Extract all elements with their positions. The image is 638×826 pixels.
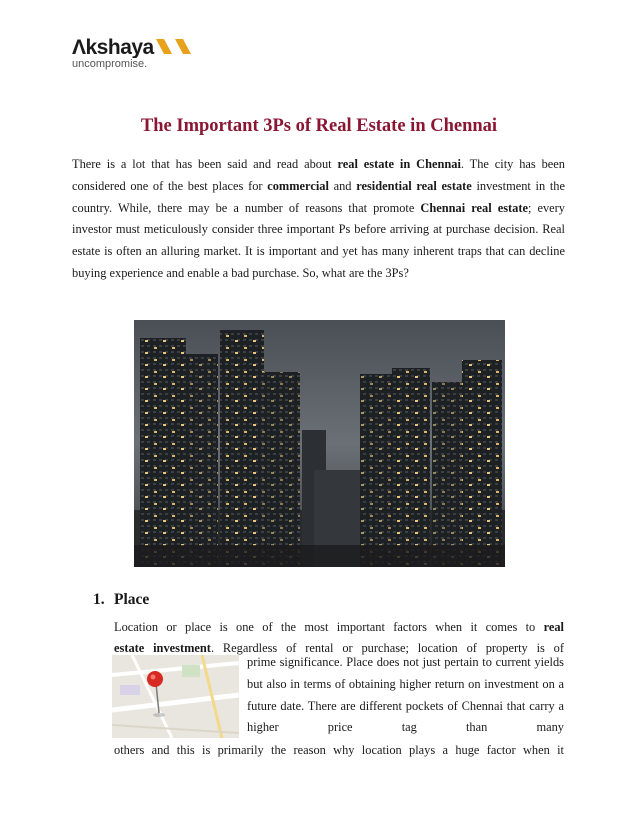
company-logo bbox=[72, 36, 192, 70]
document-title: The Important 3Ps of Real Estate in Chennai bbox=[140, 116, 498, 136]
logo-wordmark-graphic bbox=[72, 36, 192, 58]
intro-bold-text: commercial bbox=[267, 178, 329, 193]
intro-text: and bbox=[328, 178, 357, 193]
intro-paragraph bbox=[72, 154, 565, 285]
svg-text:Λkshaya: Λkshaya bbox=[72, 36, 154, 58]
section-text: Location or place is one of the most important factors when it comes to bbox=[114, 620, 544, 634]
section-line: others and this is primarily the reason why location plays a huge factor when it bbox=[114, 743, 564, 757]
map-pin-image bbox=[112, 655, 239, 738]
intro-bold-text: residential real estate bbox=[356, 178, 472, 193]
logo-tagline: uncompromise. bbox=[72, 58, 148, 70]
section-text: . Regardless of rental or purchase; location of property is of bbox=[210, 641, 564, 655]
section-number: 1. bbox=[93, 591, 105, 608]
intro-bold-text: Chennai real estate bbox=[420, 200, 528, 215]
section-line bbox=[114, 617, 564, 639]
section-wrapped-text: prime significance. Place does not just pertain to current yields but also in terms of obtaining higher return on investment on a future date. There are different pockets of Chennai that carry a higher price tag than many bbox=[247, 655, 564, 735]
intro-bold-text: real estate in Chennai bbox=[337, 157, 461, 171]
intro-text: ; every investor must meticulously consider three important Ps before arriving at purchase decision. Real estate is often an alluring market. It is important and yet has many inherent traps that can decline buying experience and enable a bad purchase. So, what are the 3Ps? bbox=[72, 200, 566, 280]
intro-text: There is a lot that has been said and read about bbox=[72, 157, 338, 171]
intro-text: investment in the country. While, there may be a number of reasons that promote bbox=[72, 178, 565, 215]
highrise-buildings-photo bbox=[134, 320, 505, 567]
section-bold-text: estate investment bbox=[114, 641, 211, 655]
intro-text: . The city has been considered one of the best places for bbox=[72, 157, 565, 193]
section-bold-text: real bbox=[543, 620, 564, 634]
section-heading: Place bbox=[114, 591, 150, 608]
